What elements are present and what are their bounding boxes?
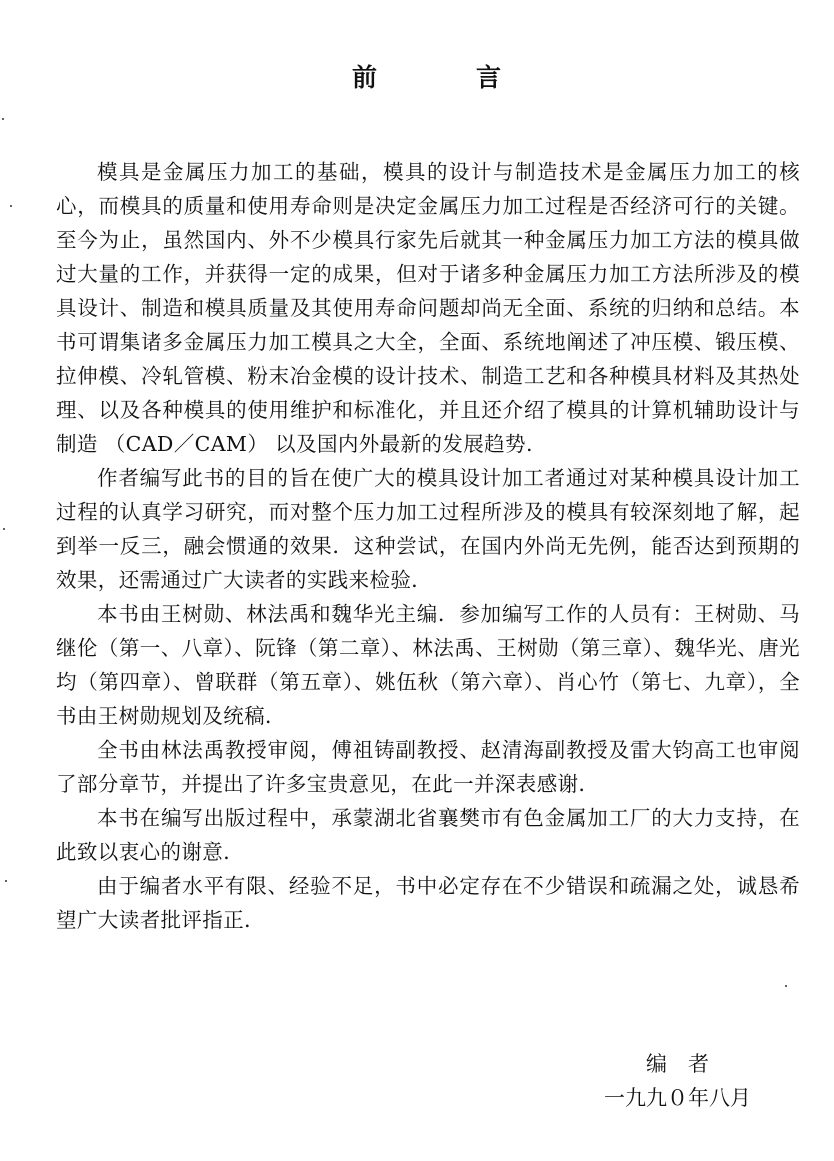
scan-speck xyxy=(5,880,7,882)
scan-speck xyxy=(785,985,787,987)
page-title xyxy=(0,58,834,98)
preface-body xyxy=(56,155,800,937)
signature-author: 编 者 xyxy=(646,1052,709,1076)
scan-speck xyxy=(2,118,4,120)
title-char-qian: 前 xyxy=(352,63,378,92)
paragraph-4: 全书由林法禹教授审阅，傅祖铸副教授、赵清海副教授及雷大钧高工也审阅了部分章节，并提出了许多宝贵意见，在此一并深表感谢． xyxy=(56,738,800,796)
paragraph-5: 本书在编写出版过程中，承蒙湖北省襄樊市有色金属加工厂的大力支持，在此致以衷心的谢意． xyxy=(56,806,800,864)
paragraph-3: 本书由王树勋、林法禹和魏华光主编．参加编写工作的人员有：王树勋、马继伦（第一、八章）、阮锋（第二章）、林法禹、王树勋（第三章）、魏华光、唐光均（第四章）、曾联群（第五章）、姚伍秋（第六章）、肖心竹（第七、九章），全书由王树勋规划及统稿． xyxy=(56,602,800,728)
paragraph-2: 作者编写此书的目的旨在使广大的模具设计加工者通过对某种模具设计加工过程的认真学习研究，而对整个压力加工过程所涉及的模具有较深刻地了解，起到举一反三，融会惯通的效果．这种尝试，在国内外尚无先例，能否达到预期的效果，还需通过广大读者的实践来检验． xyxy=(56,466,800,592)
signature-date: 一九九０年八月 xyxy=(604,1086,751,1110)
title-char-yan: 言 xyxy=(476,63,502,92)
scan-speck xyxy=(10,205,12,207)
paragraph-1: 模具是金属压力加工的基础，模具的设计与制造技术是金属压力加工的核心，而模具的质量和使用寿命则是决定金属压力加工过程是否经济可行的关键。至今为止，虽然国内、外不少模具行家先后就其一种金属压力加工方法的模具做过大量的工作，并获得一定的成果，但对于诸多种金属压力加工方法所涉及的模具设计、制造和模具质量及其使用寿命问题却尚无全面、系统的归纳和总结。本书可谓集诸多金属压力加工模具之大全，全面、系统地阐述了冲压模、锻压模、拉伸模、冷轧管模、粉末冶金模的设计技术、制造工艺和各种模具材料及其热处理、以及各种模具的使用维护和标准化，并且还介绍了模具的计算机辅助设计与制造 （CAD／CAM） 以及国内外最新的发展趋势. xyxy=(56,160,800,456)
scan-speck xyxy=(3,528,5,530)
paragraph-6: 由于编者水平有限、经验不足，书中必定存在不少错误和疏漏之处，诚恳希望广大读者批评指正． xyxy=(56,874,800,932)
